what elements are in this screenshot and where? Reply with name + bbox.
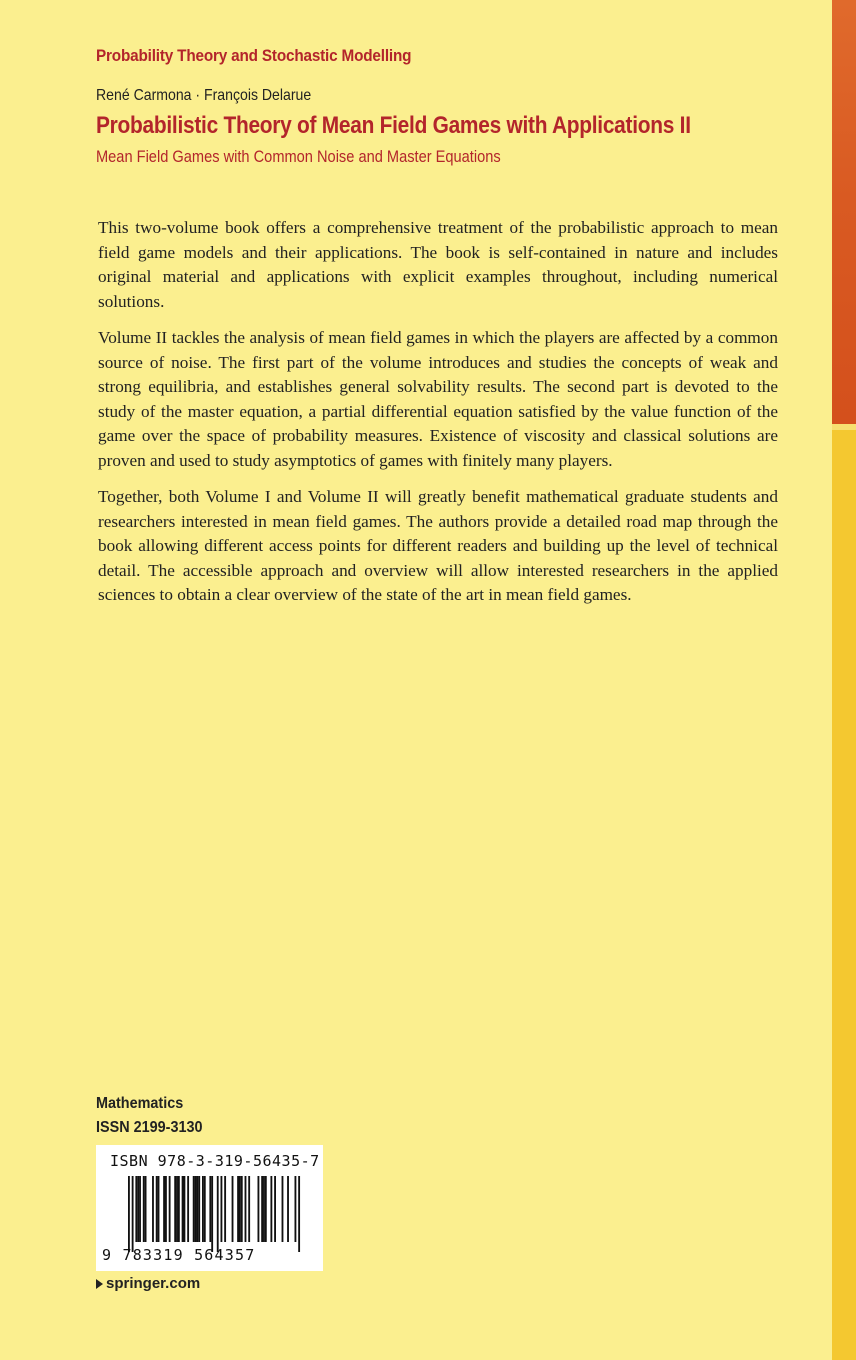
barcode: [96, 1145, 323, 1271]
barcode-bar: [211, 1176, 213, 1252]
barcode-bar: [143, 1176, 145, 1242]
barcode-bar: [261, 1176, 263, 1242]
barcode-bar: [174, 1176, 176, 1242]
series-title: Probability Theory and Stochastic Modelling: [96, 46, 412, 65]
barcode-bar: [165, 1176, 167, 1242]
barcode-bar: [176, 1176, 178, 1242]
barcode-bar: [258, 1176, 260, 1242]
barcode-bar: [274, 1176, 276, 1242]
barcode-bar: [196, 1176, 198, 1242]
barcode-bar: [137, 1176, 139, 1242]
barcode-bar: [263, 1176, 265, 1242]
barcode-bar: [265, 1176, 267, 1242]
barcode-bar: [217, 1176, 219, 1252]
barcode-bar: [295, 1176, 297, 1242]
barcode-bar: [204, 1176, 206, 1242]
website-link[interactable]: [96, 1275, 200, 1292]
barcode-bar: [270, 1176, 272, 1242]
description: [98, 216, 778, 620]
barcode-bar: [239, 1176, 241, 1242]
barcode-bar: [158, 1176, 160, 1242]
barcode-digits: 9 783319 564357: [102, 1246, 256, 1264]
barcode-bar: [152, 1176, 154, 1242]
barcode-bar: [139, 1176, 141, 1242]
description-paragraph-3: Together, both Volume I and Volume II will greatly benefit mathematical graduate students and researchers interested in mean field games. The authors provide a detailed road map through the book allowing different access points for different readers and building up the level of technical detail. The accessible approach and overview will allow interested researchers in the applied sciences to obtain a clear overview of the state of the art in mean field games.: [98, 487, 778, 604]
barcode-bar: [298, 1176, 300, 1252]
subject-label: Mathematics: [96, 1095, 184, 1112]
barcode-bar: [224, 1176, 226, 1242]
barcode-bar: [187, 1176, 189, 1242]
barcode-bar: [195, 1176, 197, 1242]
barcode-bar: [156, 1176, 158, 1242]
barcode-bar: [198, 1176, 200, 1242]
barcode-bar: [221, 1176, 223, 1242]
isbn-label: ISBN 978-3-319-56435-7: [110, 1152, 320, 1170]
description-paragraph-2: Volume II tackles the analysis of mean field games in which the players are affected by a common source of noise. The first part of the volume introduces and studies the concepts of weak and strong equilibria, and establishes general solvability results. The second part is devoted to the study of the master equation, a partial differential equation satisfied by the value function of the game over the space of probability measures. Existence of viscosity and classical solutions are proven and used to study asymptotics of games with finitely many players.: [98, 328, 778, 470]
barcode-bar: [184, 1176, 186, 1242]
barcode-bar: [132, 1176, 134, 1252]
spine-stripe-orange: [832, 0, 856, 424]
barcode-bar: [237, 1176, 239, 1242]
website-text: springer.com: [106, 1275, 201, 1292]
barcode-bar: [145, 1176, 147, 1242]
barcode-bar: [232, 1176, 234, 1242]
spine-stripe-yellow: [832, 430, 856, 1360]
authors: René Carmona · François Delarue: [96, 87, 312, 104]
barcode-bar: [128, 1176, 130, 1252]
barcode-bar: [169, 1176, 171, 1242]
barcode-bar: [178, 1176, 180, 1242]
barcode-bar: [193, 1176, 195, 1242]
book-title: Probabilistic Theory of Mean Field Games with Applications II: [96, 112, 691, 139]
barcode-bar: [282, 1176, 284, 1242]
description-paragraph-1: This two-volume book offers a comprehensive treatment of the probabilistic approach to mean field game models and their applications. The book is self-contained in nature and includes original material and applications with explicit examples throughout, including numerical solutions.: [98, 218, 778, 311]
barcode-bar: [209, 1176, 211, 1242]
barcode-bar: [163, 1176, 165, 1242]
barcode-bar: [182, 1176, 184, 1242]
arrow-right-icon: [96, 1279, 103, 1289]
barcode-bar: [287, 1176, 289, 1242]
book-subtitle: Mean Field Games with Common Noise and Master Equations: [96, 147, 501, 166]
barcode-bar: [135, 1176, 137, 1242]
barcode-bar: [245, 1176, 247, 1242]
issn-label: ISSN 2199-3130: [96, 1119, 203, 1136]
barcode-bar: [241, 1176, 243, 1242]
barcode-bar: [248, 1176, 250, 1242]
barcode-bar: [202, 1176, 204, 1242]
